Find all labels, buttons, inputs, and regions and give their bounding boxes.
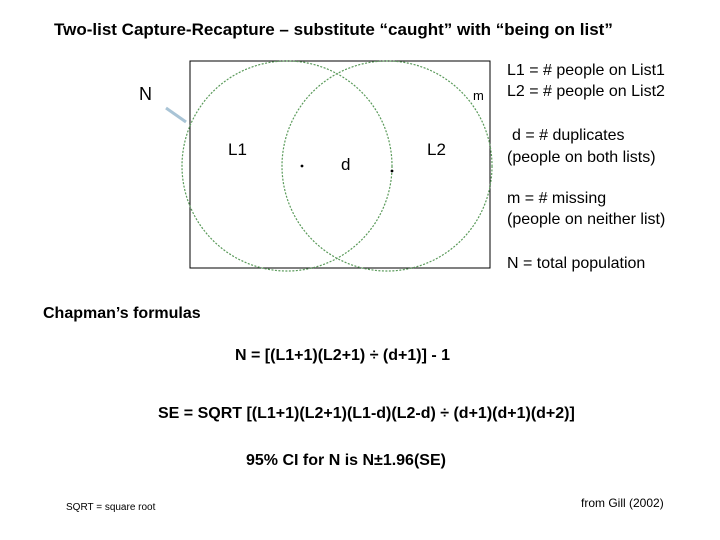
- n-pointer-arrow: [166, 108, 186, 122]
- label-m: m: [473, 88, 484, 103]
- def-d-line1: d = # duplicates: [512, 127, 625, 144]
- label-n: N: [139, 84, 152, 104]
- def-m-line1: m = # missing: [507, 190, 607, 207]
- formulas-heading: Chapman’s formulas: [43, 305, 201, 322]
- population-box: [190, 61, 490, 268]
- list1-circle: [182, 61, 392, 271]
- formula-n: N = [(L1+1)(L2+1) ÷ (d+1)] - 1: [235, 347, 451, 364]
- def-m-line2: (people on neither list): [507, 211, 666, 228]
- label-l2: L2: [427, 140, 446, 159]
- footnote-sqrt: SQRT = square root: [66, 502, 156, 513]
- label-d: d: [341, 155, 351, 174]
- def-n: N = total population: [507, 255, 646, 272]
- formula-se: SE = SQRT [(L1+1)(L2+1)(L1-d)(L2-d) ÷ (d+1)(d+1)(d+2)]: [158, 405, 575, 422]
- def-l2: L2 = # people on List2: [507, 83, 665, 100]
- source-credit: from Gill (2002): [581, 496, 664, 510]
- def-d-line2: (people on both lists): [507, 149, 656, 166]
- formula-ci: 95% CI for N is N±1.96(SE): [246, 452, 446, 469]
- slide-title: Two-list Capture-Recapture – substitute “caught” with “being on list”: [54, 20, 613, 39]
- def-l1: L1 = # people on List1: [507, 62, 665, 79]
- list1-dot: [301, 165, 304, 168]
- list2-dot: [391, 170, 394, 173]
- label-l1: L1: [228, 140, 247, 159]
- list2-circle: [282, 61, 492, 271]
